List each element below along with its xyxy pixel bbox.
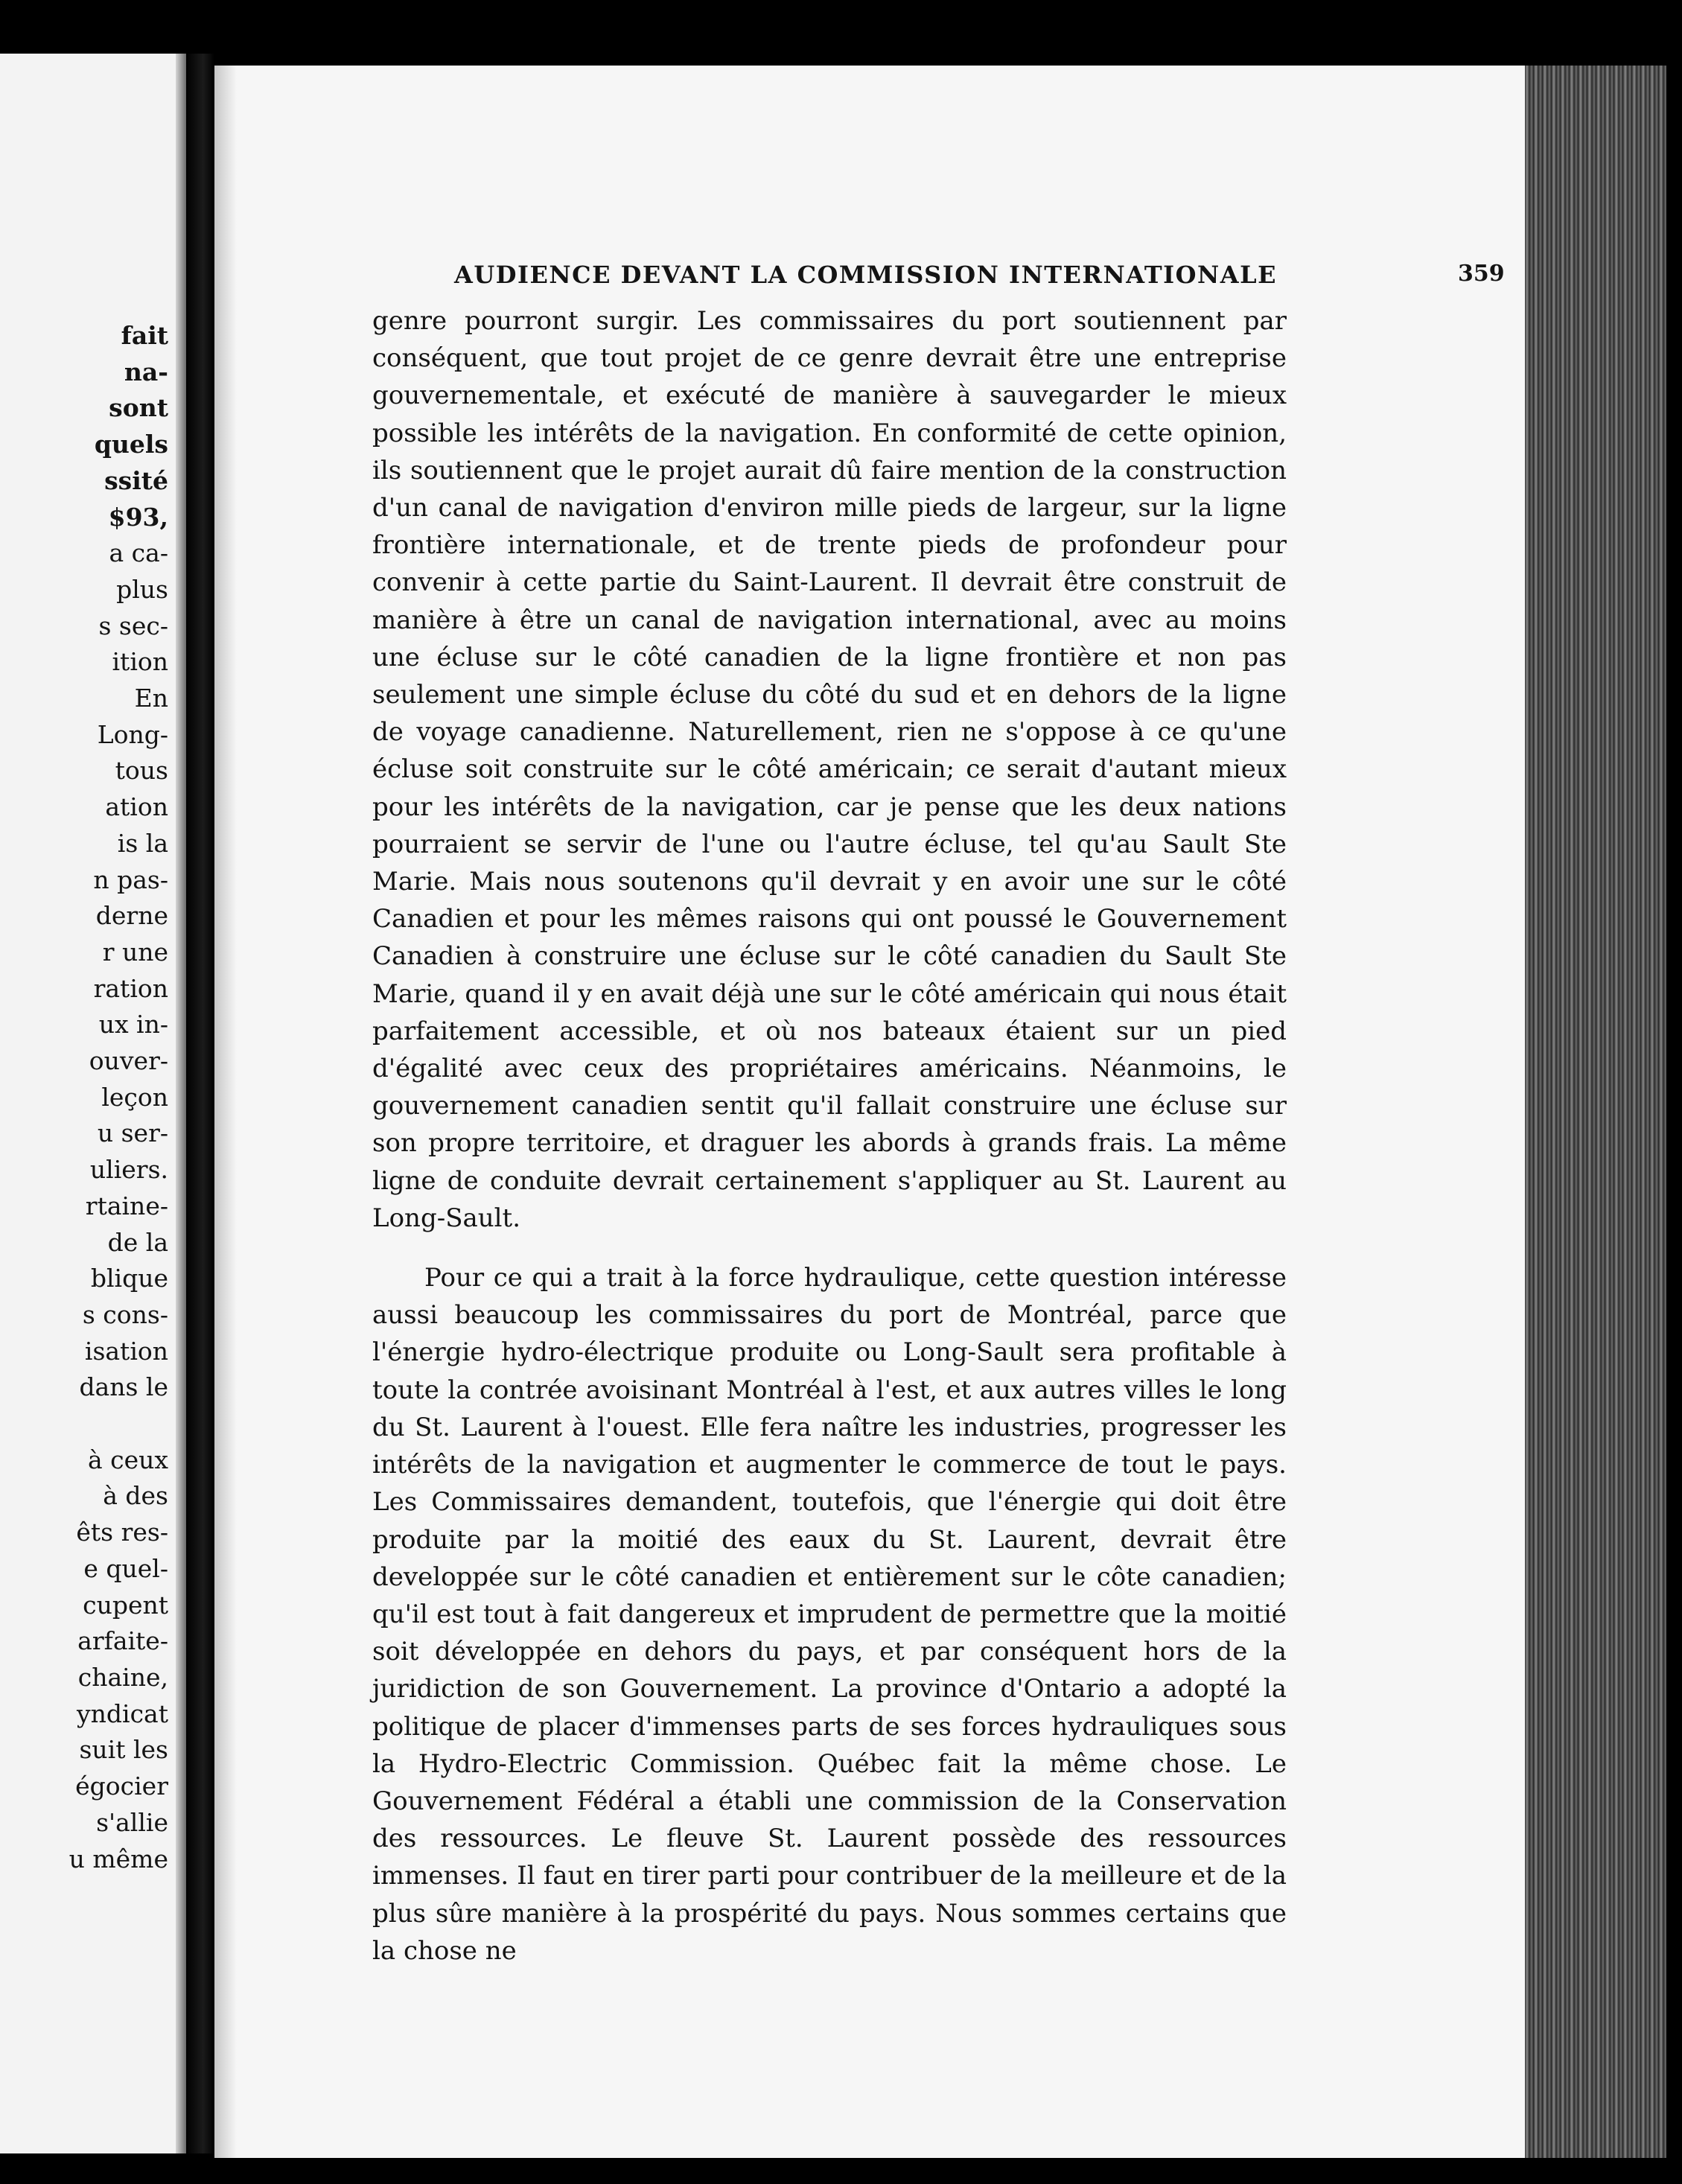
running-header: AUDIENCE DEVANT LA COMMISSION INTERNATIONALE bbox=[454, 261, 1277, 289]
left-line: à ceux bbox=[87, 1445, 168, 1474]
left-line: plus bbox=[116, 574, 168, 604]
left-line-gap bbox=[0, 1406, 176, 1442]
left-line: sont bbox=[109, 393, 168, 423]
left-line: suit les bbox=[79, 1735, 168, 1765]
left-line: fait bbox=[121, 321, 168, 350]
left-line: blique bbox=[90, 1264, 168, 1293]
left-line: na- bbox=[124, 357, 168, 386]
left-line: Long- bbox=[97, 719, 168, 749]
left-line: isation bbox=[84, 1336, 168, 1366]
left-line: $93, bbox=[108, 502, 168, 532]
left-line: n pas- bbox=[93, 865, 168, 894]
right-page bbox=[214, 66, 1525, 2158]
left-line: dans le bbox=[79, 1372, 168, 1402]
left-page-gutter-shadow bbox=[176, 54, 186, 2153]
left-line: tous bbox=[115, 756, 168, 786]
left-line: à des bbox=[103, 1481, 168, 1511]
left-line: a ca- bbox=[109, 538, 168, 568]
page-stack-edge bbox=[1525, 66, 1666, 2158]
left-line: êts res- bbox=[76, 1518, 168, 1547]
left-page-text bbox=[0, 318, 176, 1877]
left-line: ration bbox=[93, 973, 168, 1003]
left-line: chaine, bbox=[77, 1663, 168, 1692]
book-spine bbox=[186, 54, 214, 2153]
left-line: ouver- bbox=[89, 1046, 168, 1076]
left-line: cupent bbox=[83, 1590, 168, 1620]
paragraph: Pour ce qui a trait à la force hydraulique, cette question intéresse aussi beaucoup les commissaires du port de Montréal, parce que l'énergie hydro-électrique produite ou Long-Sault sera profitable à toute la contrée avoisinant Montréal à l'est, et aux autres villes le long du St. Laurent à l'ouest. Elle fera naître les industries, progresser les intérêts de la navigation et augmenter le commerce de tout le pays. Les Commissaires demandent, toutefois, que l'énergie qui doit être produite par la moitié des eaux du St. Laurent, devrait être developpée sur le côté canadien et entièrement sur le côte canadien; qu'il est tout à fait dangereux et imprudent de permettre que la moitié soit développée en dehors du pays, et par conséquent hors de la juridiction de son Gouvernement. La province d'Ontario a adopté la politique de placer d'immenses parts de ses forces hydrauliques sous la Hydro-Electric Commission. Québec fait la même chose. Le Gouvernement Fédéral a établi une commission de la Conservation des ressources. Le fleuve St. Laurent possède des ressources immenses. Il faut en tirer parti pour contribuer de la meilleure et de la plus sûre manière à la prospérité du pays. Nous sommes certains que la chose ne bbox=[372, 1263, 1287, 1966]
left-line: leçon bbox=[101, 1082, 168, 1112]
left-line: e quel- bbox=[83, 1553, 168, 1583]
left-line: rtaine- bbox=[85, 1191, 168, 1220]
left-line: égocier bbox=[75, 1771, 168, 1801]
paragraph: genre pourront surgir. Les commissaires du port soutiennent par conséquent, que tout projet de ce genre devrait être une entreprise gouvernementale, et exécuté de manière à sauvegarder le mieux possible les intérêts de la navigation. En conformité de cette opinion, ils soutiennent que le projet aurait dû faire mention de la construction d'un canal de navigation d'environ mille pieds de largeur, sur la ligne frontière internationale, et de trente pieds de profondeur pour convenir à cette partie du Saint-Laurent. Il devrait être construit de manière à être un canal de navigation international, avec au moins une écluse sur le côté canadien de la ligne frontière et non pas seulement une simple écluse du côté du sud et en dehors de la ligne de voyage canadienne. Naturellement, rien ne s'oppose à ce qu'une écluse soit construite sur le côté américain; ce serait d'autant mieux pour les intérêts de la navigation, car je pense que les deux nations pourraient se servir de l'une ou l'autre écluse, tel qu'au Sault Ste Marie. Mais nous soutenons qu'il devrait y en avoir une sur le côté Canadien et pour les mêmes raisons qui ont poussé le Gouvernement Canadien à construire une écluse sur le côté canadien du Sault Ste Marie, quand il y en avait déjà une sur le côté américain qui nous était parfaitement accessible, et où nos bateaux étaient sur un pied d'égalité avec ceux des propriétaires américains. Néanmoins, le gouvernement canadien sentit qu'il fallait construire une écluse sur son propre territoire, et draguer les abords à grands frais. La même ligne de conduite devrait certainement s'appliquer au St. Laurent au Long-Sault. bbox=[372, 306, 1287, 1233]
left-line: ux in- bbox=[98, 1010, 168, 1040]
left-line: ation bbox=[105, 792, 168, 822]
left-line: ssité bbox=[104, 465, 168, 495]
left-line: ition bbox=[112, 647, 168, 677]
left-line: arfaite- bbox=[77, 1626, 168, 1656]
left-line: is la bbox=[117, 828, 168, 858]
left-line: s sec- bbox=[98, 611, 168, 640]
left-page-fragment bbox=[0, 54, 186, 2153]
left-line: uliers. bbox=[89, 1155, 168, 1185]
left-line: r une bbox=[102, 937, 168, 967]
left-line: yndicat bbox=[77, 1699, 168, 1728]
left-line: s'allie bbox=[96, 1807, 168, 1837]
left-line: de la bbox=[107, 1227, 168, 1257]
left-line: En bbox=[134, 684, 168, 713]
page-number: 359 bbox=[1458, 261, 1505, 287]
left-line: quels bbox=[94, 430, 168, 459]
left-line: u ser- bbox=[97, 1118, 168, 1148]
left-line: s cons- bbox=[82, 1299, 168, 1329]
left-line: u même bbox=[69, 1844, 168, 1873]
page-body bbox=[372, 302, 1287, 1970]
left-line: derne bbox=[95, 901, 168, 931]
